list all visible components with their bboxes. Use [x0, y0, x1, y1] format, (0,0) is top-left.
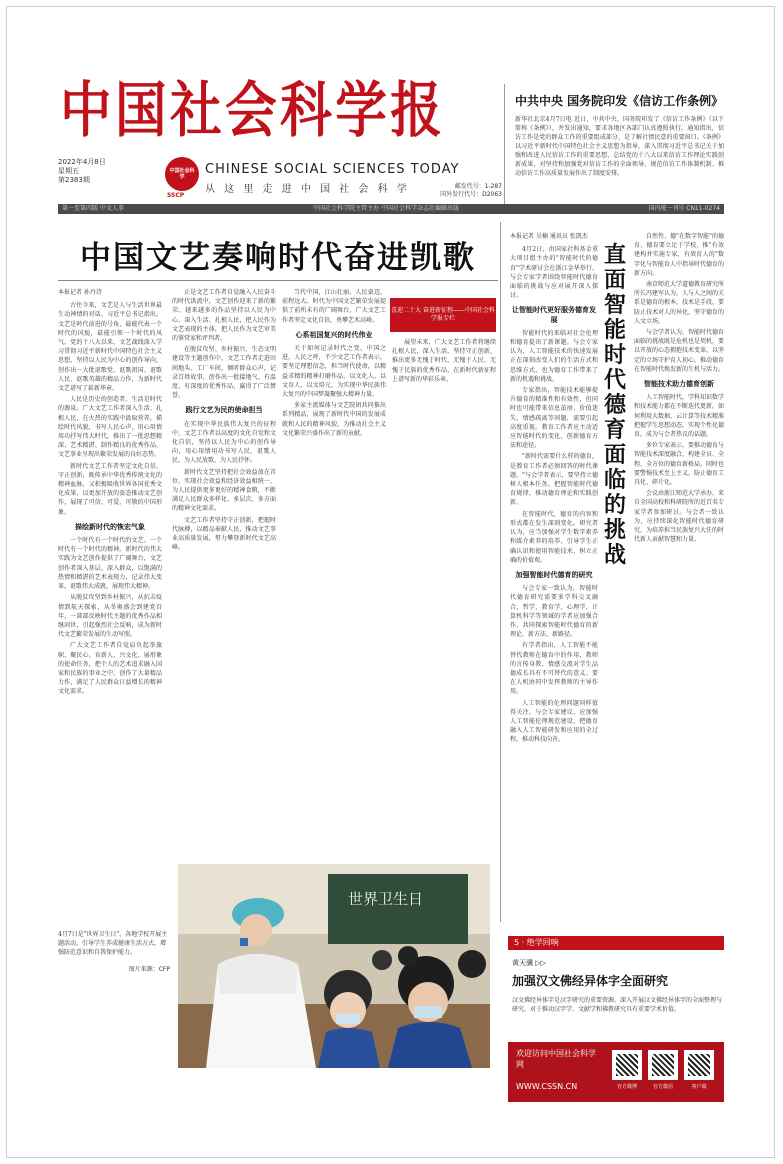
- paragraph: 文艺工作者坚持守正创新，把握时代脉搏，以精品奉献人民，推动文艺事业高质量发展，努力攀登新时代文艺高峰。: [172, 516, 276, 552]
- paragraph: 自然性、德"在数字智能"的德育，德育要立足于学校，推"有效建构并实施专家，有效育人的"数字化与智能育人中指导时代德育的新方向。: [634, 233, 724, 277]
- lead-column-3: [282, 288, 386, 860]
- paragraph: 4月2日，由国家社科基金重大项目组主办的"智能时代的德育"学术研讨会在浙江金华举行。与会专家学者围绕智能时代德育面临的挑战与应对展开深入探讨。: [510, 246, 598, 300]
- paragraph: 人工智能时代，学科知识数学和技术能力都在不断迭代更新。如何利用大数据、云计算等技术精准把握学生思想动态，实现个性化德育，成为与会者热议的话题。: [634, 394, 724, 439]
- issue-date: 2022年4月8日: [58, 158, 106, 166]
- right-article-column-1: [510, 232, 598, 932]
- lead-headline[interactable]: 中国文艺奏响时代奋进凯歌: [80, 240, 476, 276]
- paragraph: 新时代文艺坚持把社会效益放在首位，实现社会效益和经济效益相统一，为人民提供更多更好的精神食粮，不断满足人民群众多样化、多层次、多方面的精神文化需求。: [172, 468, 276, 513]
- qr-label: 官方微信: [652, 1084, 673, 1090]
- banner-center: 中国社会科学院主管主办 中国社会科学杂志社编辑出版: [313, 205, 460, 212]
- postal-code: 邮发代号：1-287: [454, 183, 502, 190]
- paragraph: 多家主流媒体与文艺院团共同推出系列精品，展现了新时代中国的发展成就和人民的精神风貌，为推动社会主义文化繁荣兴盛作出了新的贡献。: [282, 402, 386, 437]
- lead-column-2: [172, 288, 276, 860]
- qr-code-icon[interactable]: [612, 1050, 642, 1080]
- paragraph: 新时代文艺工作者坚定文化自信，守正创新，既传承中华优秀传统文化的精神血脉，又积极吸收世界各国优秀文化成果，以更加开放的姿态推动文艺创作，展现了可信、可爱、可敬的中国形象。: [58, 462, 162, 516]
- paragraph: 一个时代有一个时代的文艺。一个时代有一个时代的精神。新时代的伟大实践为文艺创作提供了广阔舞台，文艺创作者深入基层、深入群众，以饱满的热情和精湛的艺术表现力，记录伟大变革，讴歌伟大成就，展现伟大精神。: [58, 537, 162, 591]
- lead-subheading: 践行文艺为民的使命担当: [185, 406, 263, 415]
- top-story-text: 新华社北京4月7日电 近日，中共中央、国务院印发了《信访工作条例》（以下简称《条例》），并发出通知，要求各地区各部门认真遵照执行。通知指出，信访工作是党的群众工作的重要组成部分，是了解社情民意的重要窗口。《条例》以习近平新时代中国特色社会主义思想为指导，深入贯彻习近平总书记关于加强和改进人民信访工作的重要思想，总结党的十八大以来信访工作理论实践创新成果，对坚持和加强党对信访工作的全面领导、规范信访工作体制机制、推动信访工作高质量发展作出了制度安排。: [515, 116, 724, 177]
- newspaper-title: 中国社会科学报: [60, 76, 446, 146]
- paragraph: 人民是历史的创造者。生活是时代的源泉。广大文艺工作者深入生活、扎根人民，在火热的实践中汲取营养，描绘时代风貌，书写人民心声，用心用情用功抒写伟大时代，推出了一批思想精深、艺术精湛、制作精良的优秀作品，文艺事业呈现出繁荣发展的良好态势。: [58, 396, 162, 459]
- ad-banner[interactable]: 喜迎二十大 奋进新征程——中国社会科学报专栏: [390, 298, 496, 332]
- qr-label: 官方微博: [616, 1084, 637, 1090]
- classroom-photo-image: [178, 864, 490, 1068]
- banner-right: 国内统一刊号 CN11-0274: [648, 205, 720, 212]
- right-subheading: 加强智能时代德育的研究: [515, 570, 593, 579]
- lead-subheading: 描绘新时代的恢宏气象: [75, 522, 145, 531]
- paragraph: 正是文艺工作者自觉融入人民奋斗的时代洪流中，文艺创作迎来了新的繁荣。越来越多的作品坚持以人民为中心，深入生活、扎根人民，把人民作为文艺表现的主体，把人民作为文艺审美的鉴赏家和评判者。: [172, 289, 276, 343]
- lead-byline: 本报记者 孙丹诗: [58, 289, 102, 296]
- right-subheading: 智能技术助力德育创新: [644, 380, 714, 389]
- lead-subheading: 心系祖国复兴的时代伟业: [295, 330, 373, 339]
- paragraph: 南京师范大学道德教育研究所所长冯建军认为，人与人之间的关系是德育的根本，技术是手段，要防止技术对人的异化，坚守德育的人文立场。: [634, 281, 724, 325]
- paragraph: 与会专家一致认为，智能时代德育研究需要多学科交叉融合，哲学、教育学、心理学、计算机科学等领域的学者应加强合作，共同探索智能时代德育的新理论、新方法、新路径。: [510, 585, 598, 639]
- top-story: [504, 84, 724, 204]
- date-block: [58, 158, 158, 185]
- paragraph: 人工智能的伦理问题同样值得关注。与会专家建议，应加强人工智能伦理规范建设，把德育融入人工智能研发和应用的全过程，推动科技向善。: [510, 699, 598, 744]
- paragraph: 展望未来，广大文艺工作者将继续扎根人民，深入生活，坚持守正创新，推出更多无愧于时代、无愧于人民、无愧于民族的优秀作品，在新时代新征程上谱写新的华彩乐章。: [392, 339, 496, 383]
- english-title: CHINESE SOCIAL SCIENCES TODAY: [205, 162, 460, 177]
- paragraph: 古往今来，文艺是人与生活世界最生动神情的对话。习近平总书记指出，文艺是时代前进的号角，最能代表一个时代的风貌，最能引领一个时代的风气。党的十八大以来，文艺战线深入学习贯彻习近平新时代中国特色社会主义思想，坚持以人民为中心的创作导向，创作出一大批讴歌党、讴歌祖国、讴歌人民、讴歌英雄的精品力作，为新时代文艺谱写了崭新华章。: [58, 302, 162, 393]
- paragraph: 有学者指出，人工智能不能替代教师在德育中的作用，教师的言传身教、情感交流对学生品德成长具有不可替代的意义。要在人机协同中发挥教师的主导作用。: [510, 642, 598, 696]
- issue-weekday: 星期五: [58, 167, 79, 175]
- photo-caption: [58, 930, 170, 974]
- paragraph: 广大文艺工作者自觉肩负起举旗帜、聚民心、育新人、兴文化、展形象的使命任务，把个人的艺术追求融入国家和民族的事业之中，创作了大量精品力作，满足了人民群众日益增长的精神文化需求。: [58, 642, 162, 696]
- top-story-title[interactable]: 中共中央 国务院印发《信访工作条例》: [515, 94, 724, 108]
- right-subheading: 让智能时代更好服务德育发展: [512, 306, 596, 324]
- section-label[interactable]: 5 · 绝学回响: [508, 936, 724, 950]
- feature-intro: 汉文佛经异体字是汉字研究的重要资源。深入开展汉文佛经异体字的全面整理与研究，对于推动汉字学、文献学和佛教研究具有重要学术价值。: [512, 997, 723, 1013]
- paragraph: 智能时代的来临对社会伦理和德育提出了新课题。与会专家认为，人工智能技术的快速发展正在深刻改变人们的生活方式和思维方式，也为德育工作带来了新的机遇和挑战。: [510, 329, 598, 383]
- paragraph: 在智能时代，德育的内容和形式都在发生深刻变化。研究者认为，应当加强对学生数字素养和媒介素养的培养，引导学生正确认识和使用智能技术，树立正确的价值观。: [510, 510, 598, 564]
- paragraph: 与会学者认为，智能时代德育面临的挑战既是危机也是契机，要以开放的心态拥抱技术变革，以坚定的立场守护育人初心，推动德育在智能时代焕发新的生机与活力。: [634, 329, 724, 373]
- website-promo[interactable]: [508, 1042, 724, 1102]
- photo-credit: 图片来源：CFP: [128, 966, 170, 973]
- caption-text: 4月7日是"世界卫生日"。各地学校开展主题活动，引导学生养成健康生活方式，增强防范意识和自我保护能力。: [58, 931, 168, 956]
- paragraph: 会议由浙江师范大学承办，来自全国高校和科研院所的近百名专家学者参加研讨。与会者一致认为，应持续深化智能时代德育研究，为培养担当民族复兴大任的时代新人贡献智慧和力量。: [634, 490, 724, 544]
- lead-column-4: [392, 338, 496, 860]
- feature-title[interactable]: 加强汉文佛经异体字全面研究: [512, 974, 669, 988]
- logo-text: 中国社会科学: [169, 168, 195, 180]
- right-article-column-2: [634, 232, 724, 932]
- paragraph: 从脱贫攻坚到乡村振兴，从抗击疫情到航天探索，从冬奥盛会到建党百年，一部部反映时代主题的优秀作品相继问世，引起强烈社会反响，成为新时代文艺繁荣发展的生动写照。: [58, 594, 162, 639]
- feature-author: 黄天骥 ▷▷: [512, 959, 546, 967]
- paragraph: 在实现中华民族伟大复兴的征程中，文艺工作者以高度的文化自觉和文化自信，坚持以人民为中心的创作导向，用心用情用功书写人民、讴歌人民，为人民放歌、为人民抒怀。: [172, 420, 276, 465]
- issue-number: 第2383期: [58, 176, 90, 184]
- qr-label: 客户端: [691, 1084, 707, 1090]
- headline-divider: [58, 280, 498, 281]
- qr-code-icon[interactable]: [684, 1050, 714, 1080]
- lead-column-1: [58, 288, 162, 860]
- paragraph: 当代中国，江山壮丽，人民豪迈，前程远大。时代为中国文艺繁荣发展提供了前所未有的广阔舞台。广大文艺工作者坚定文化自信，勇攀艺术高峰。: [282, 289, 386, 324]
- paragraph: 在脱贫攻坚、乡村振兴、生态文明建设等主题创作中，文艺工作者走进田间地头、工厂车间，倾听群众心声，记录百姓故事，创作出一批接地气、有温度、有深度的优秀作品，赢得了广泛赞誉。: [172, 346, 276, 400]
- right-article-headline[interactable]: 直面智能时代德育面临的挑战: [603, 243, 626, 568]
- qr-code-icon[interactable]: [648, 1050, 678, 1080]
- paragraph: 专家指出，智能技术能够提升德育的精准性和有效性，但同时也可能带来信息茧房、价值迷失、情感疏离等问题，需要引起高度重视。教育工作者应主动适应智能时代的变化，创新德育方法和途径。: [510, 387, 598, 450]
- paragraph: "新时代需要什么样的德育，是教育工作者必须回答的时代课题。"与会学者表示，要坚持立德树人根本任务，把握智能时代德育规律，推动德育理论和实践创新。: [510, 453, 598, 507]
- cass-logo-icon: [165, 157, 199, 191]
- blackboard-text: 世界卫生日: [348, 890, 424, 908]
- right-article-byline: 本报记者 吴楠 通讯员 张凯杰: [510, 233, 588, 240]
- banner-left: 第一至第四版 中文人事: [62, 205, 124, 212]
- promo-url[interactable]: WWW.CSSN.CN: [516, 1082, 578, 1091]
- logo-label: SSCP: [167, 192, 185, 199]
- masthead-banner: [58, 204, 724, 214]
- news-photo: [178, 864, 490, 1068]
- paragraph: 多位专家表示，要推动德育与智能技术深度融合，构建全员、全程、全方位的德育新格局。同时也要警惕技术至上主义，防止德育工具化、碎片化。: [634, 442, 724, 487]
- slogan: 从 这 里 走 进 中 国 社 会 科 学: [205, 184, 410, 195]
- masthead: [60, 66, 490, 156]
- promo-text: 欢迎访问中国社会科学网: [516, 1049, 596, 1069]
- overseas-code: 国外发行代号：D2063: [440, 191, 502, 198]
- paragraph: 关于如何记录时代之变，中国之进，人民之呼，不少文艺工作者表示，要坚定理想信念，担当时代使命，以精益求精的精神打磨作品，以文化人、以文育人、以文培元，为实现中华民族伟大复兴的中国梦凝聚强大精神力量。: [282, 345, 386, 399]
- column-divider: [500, 222, 501, 922]
- issue-info: [422, 183, 502, 199]
